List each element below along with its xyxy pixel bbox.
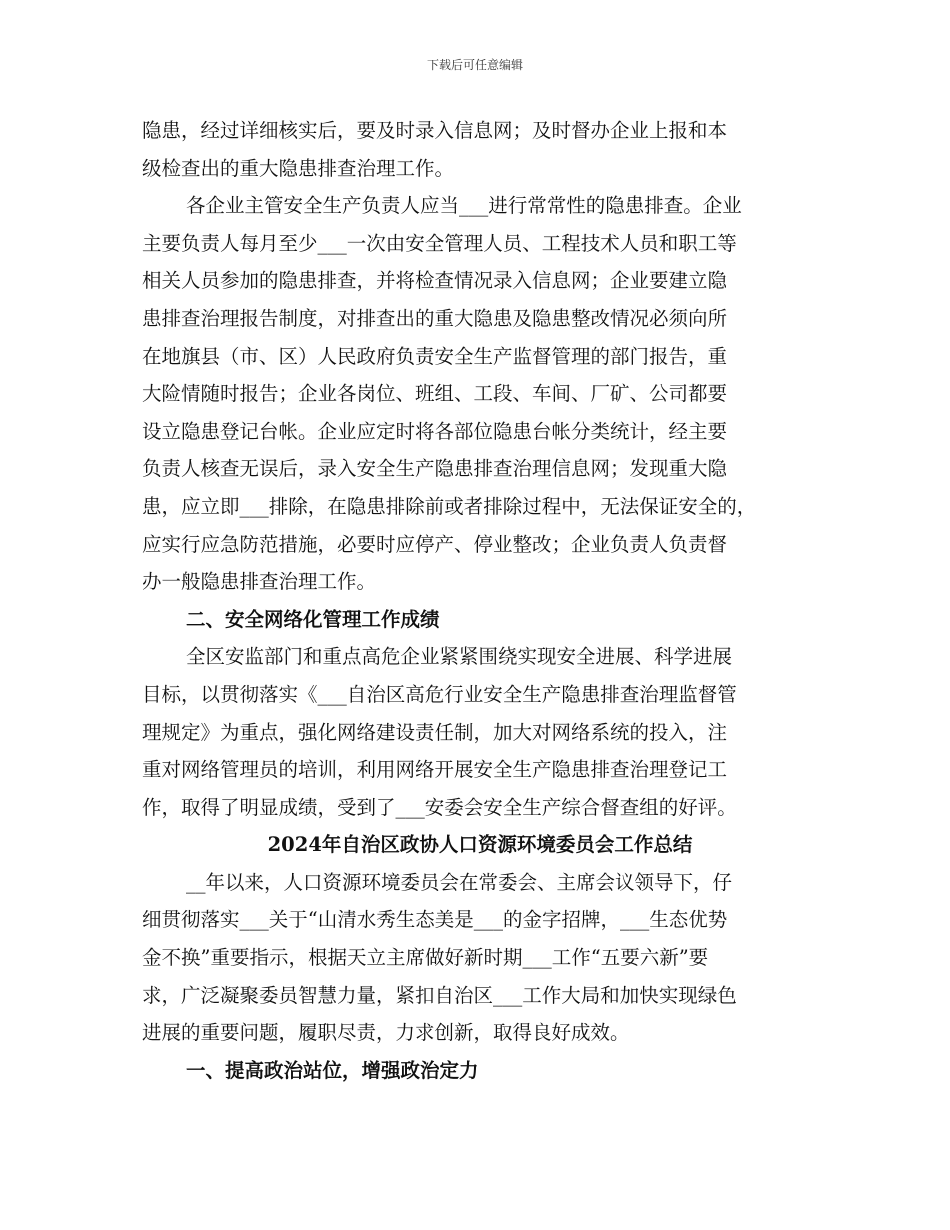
text-line: 应实行应急防范措施，必要时应停产、停业整改；企业负责人负责督: [142, 532, 728, 556]
section-heading: 一、提高政治站位，增强政治定力: [186, 1058, 479, 1082]
document-title: 2024年自治区政协人口资源环境委员会工作总结: [267, 833, 693, 857]
text-line: 患排查治理报告制度，对排查出的重大隐患及隐患整改情况必须向所: [142, 306, 728, 330]
text-line: 进展的重要问题，履职尽责，力求创新，取得良好成效。: [142, 1021, 630, 1045]
text-line: 在地旗县（市、区）人民政府负责安全生产监督管理的部门报告，重: [142, 344, 728, 368]
text-line: 患，应立即___排除，在隐患排除前或者排除过程中，无法保证安全的，: [142, 494, 757, 518]
text-line: 求，广泛凝聚委员智慧力量，紧扣自治区___工作大局和加快实现绿色: [142, 983, 737, 1007]
text-line: 重对网络管理员的培训，利用网络开展安全生产隐患排查治理登记工: [142, 758, 728, 782]
text-line: 负责人核查无误后，录入安全生产隐患排查治理信息网；发现重大隐: [142, 457, 728, 481]
text-line: 主要负责人每月至少___一次由安全管理人员、工程技术人员和职工等: [142, 231, 737, 255]
text-line: 各企业主管安全生产负责人应当___进行常常性的隐患排查。企业: [186, 194, 742, 218]
page-header-note: 下载后可任意编辑: [426, 58, 523, 72]
document-body: [142, 112, 818, 1089]
text-line: __年以来，人口资源环境委员会在常委会、主席会议领导下，仔: [186, 870, 733, 894]
text-line: 理规定》为重点，强化网络建设责任制，加大对网络系统的投入，注: [142, 720, 728, 744]
text-line: 金不换”重要指示，根据天立主席做好新时期___工作“五要六新”要: [142, 946, 709, 970]
text-line: 设立隐患登记台帐。企业应定时将各部位隐患台帐分类统计，经主要: [142, 419, 728, 443]
text-line: 相关人员参加的隐患排查，并将检查情况录入信息网；企业要建立隐: [142, 269, 728, 293]
section-heading: 二、安全网络化管理工作成绩: [186, 607, 440, 631]
text-line: 隐患，经过详细核实后，要及时录入信息网；及时督办企业上报和本: [142, 119, 728, 142]
text-line: 细贯彻落实___关于“山清水秀生态美是___的金字招牌，___生态优势: [142, 908, 728, 932]
text-line: 作，取得了明显成绩，受到了___安委会安全生产综合督查组的好评。: [142, 795, 737, 819]
text-line: 全区安监部门和重点高危企业紧紧围绕实现安全进展、科学进展: [186, 645, 733, 669]
text-line: 级检查出的重大隐患排查治理工作。: [142, 156, 455, 180]
text-line: 大险情随时报告；企业各岗位、班组、工段、车间、厂矿、公司都要: [142, 382, 728, 406]
text-line: 办一般隐患排查治理工作。: [142, 570, 377, 594]
text-line: 目标，以贯彻落实《___自治区高危行业安全生产隐患排查治理监督管: [142, 682, 737, 706]
